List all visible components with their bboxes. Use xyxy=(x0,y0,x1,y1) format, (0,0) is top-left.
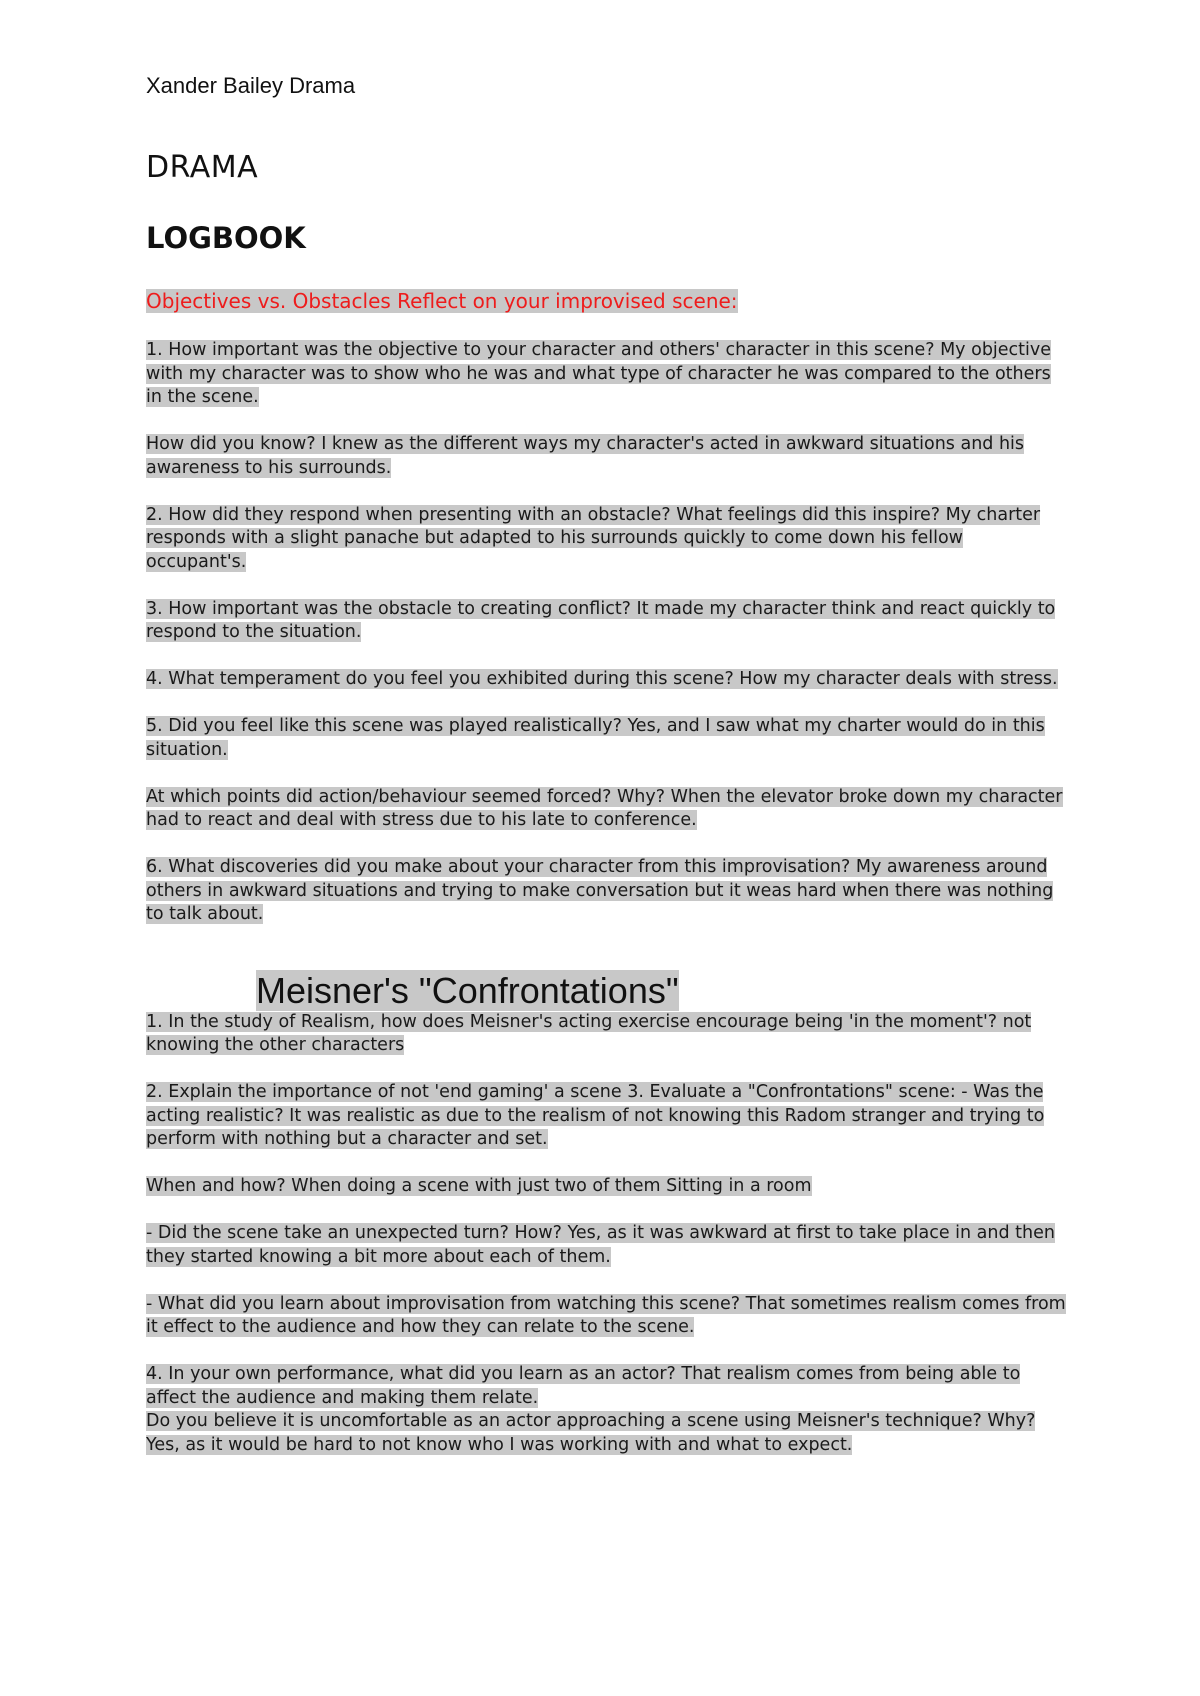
paragraph-meisner-q1 xyxy=(146,1011,1066,1058)
paragraph-q3 xyxy=(146,598,1066,645)
paragraph-text: - What did you learn about improvisation from watching this scene? That sometimes realism comes from it effect to the audience and how they can relate to the scene. xyxy=(146,1293,1066,1337)
paragraph-q4 xyxy=(146,668,1066,692)
paragraph-text: Do you believe it is uncomfortable as an actor approaching a scene using Meisner's technique? Why? Yes, as it would be hard to not know who I was working with and what to expect. xyxy=(146,1411,1036,1455)
paragraph-text: At which points did action/behaviour seemed forced? Why? When the elevator broke down my character had to react and deal with stress due to his late to conference. xyxy=(146,786,1063,830)
paragraph-meisner-q2-q3 xyxy=(146,1081,1066,1152)
paragraph-text: How did you know? I knew as the different ways my character's acted in awkward situations and his awareness to his surrounds. xyxy=(146,434,1025,478)
title-drama: DRAMA xyxy=(146,150,259,185)
paragraph-text: When and how? When doing a scene with just two of them Sitting in a room xyxy=(146,1176,812,1196)
section-heading-meisner xyxy=(256,971,1066,1011)
paragraph-text: 6. What discoveries did you make about your character from this improvisation? My awareness around others in awkward situations and trying to make conversation but it weas hard when there was nothing to talk about. xyxy=(146,857,1054,924)
paragraph-q2 xyxy=(146,504,1066,575)
paragraph-text: 3. How important was the obstacle to creating conflict? It made my character think and react quickly to respond to the situation. xyxy=(146,598,1056,642)
paragraph-meisner-q4 xyxy=(146,1363,1066,1410)
paragraph-q1 xyxy=(146,339,1066,410)
paragraph-text: 4. What temperament do you feel you exhibited during this scene? How my character deals with stress. xyxy=(146,669,1058,689)
author-header: Xander Bailey Drama xyxy=(146,73,356,98)
section-heading-text: Meisner's "Confrontations" xyxy=(256,969,679,1011)
paragraph-text: 2. How did they respond when presenting with an obstacle? What feelings did this inspire? My charter responds with a slight panache but adapted to his surrounds quickly to come down his fellow occupant's. xyxy=(146,504,1041,572)
paragraph-text: 2. Explain the importance of not 'end gaming' a scene 3. Evaluate a "Confrontations" scene: - Was the acting realistic? It was realistic as due to the realism of not knowing this Radom stranger and trying to perform with nothing but a character and set. xyxy=(146,1082,1045,1149)
paragraph-unexpected-turn xyxy=(146,1222,1066,1269)
paragraph-text: 1. In the study of Realism, how does Meisner's acting exercise encourage being 'in the moment'? not knowing the other characters xyxy=(146,1011,1032,1055)
section-heading-text: Objectives vs. Obstacles Reflect on your improvised scene: xyxy=(146,289,738,313)
paragraph-text: 4. In your own performance, what did you learn as an actor? That realism comes from being able to affect the audience and making them relate. xyxy=(146,1364,1021,1408)
paragraph-forced-behaviour xyxy=(146,786,1066,833)
paragraph-learn-improvisation xyxy=(146,1293,1066,1340)
paragraph-q5 xyxy=(146,715,1066,762)
paragraph-text: - Did the scene take an unexpected turn? How? Yes, as it was awkward at first to take place in and then they started knowing a bit more about each of them. xyxy=(146,1223,1055,1267)
paragraph-when-and-how xyxy=(146,1175,1066,1199)
paragraph-text: 1. How important was the objective to your character and others' character in this scene? My objective with my character was to show who he was and what type of character he was compared to the others in the scene. xyxy=(146,340,1052,407)
paragraph-text: 5. Did you feel like this scene was played realistically? Yes, and I saw what my charter would do in this situation. xyxy=(146,716,1045,760)
paragraph-uncomfortable xyxy=(146,1410,1066,1457)
paragraph-how-did-you-know xyxy=(146,433,1066,480)
paragraph-q6 xyxy=(146,856,1066,927)
document-content xyxy=(146,70,1066,1457)
section-heading-objectives xyxy=(146,288,1066,314)
title-logbook: LOGBOOK xyxy=(146,221,306,255)
